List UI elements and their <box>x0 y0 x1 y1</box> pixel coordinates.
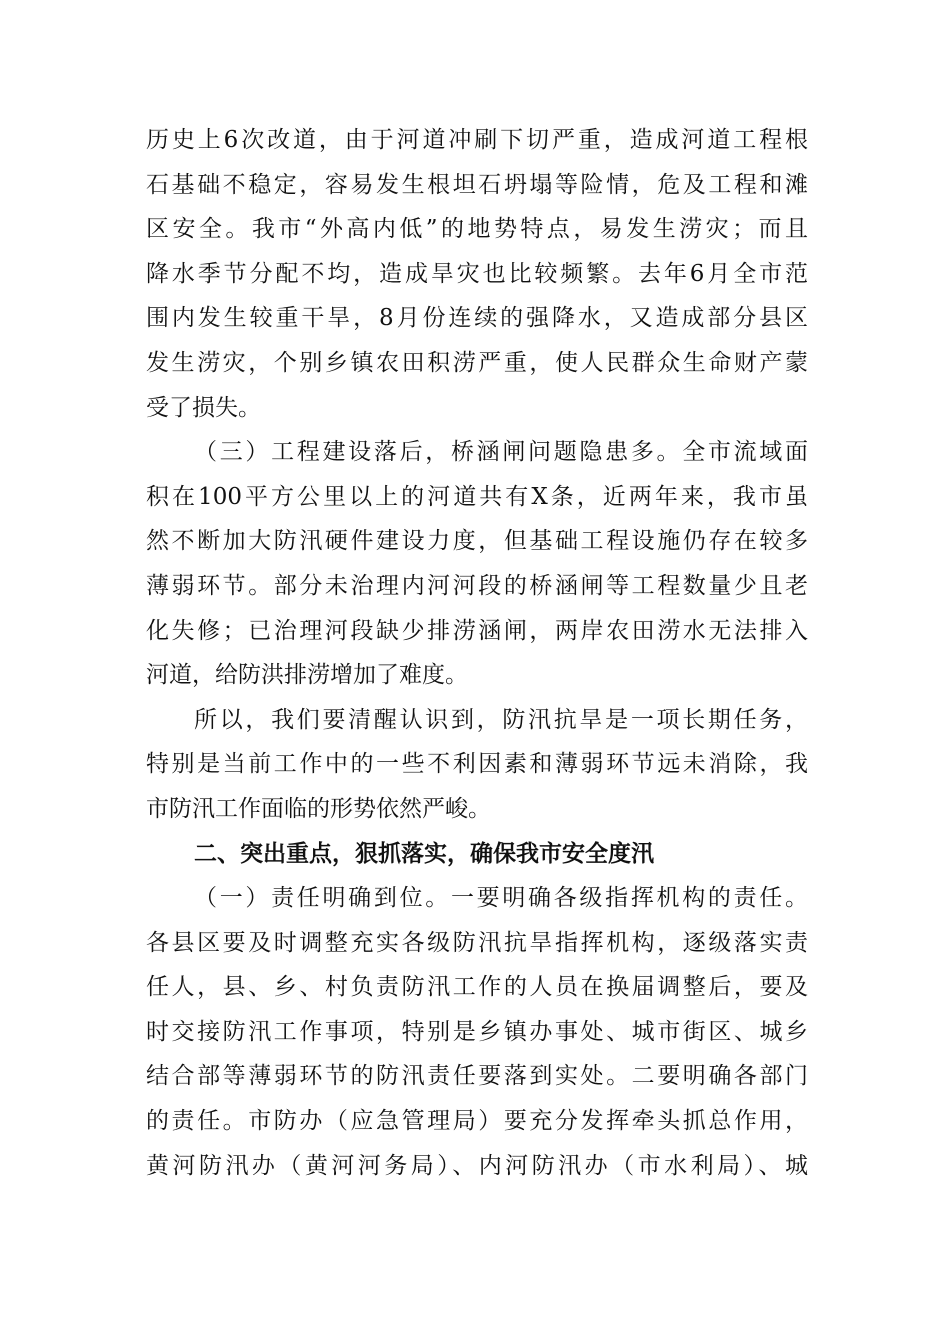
text-line: 所以，我们要清醒认识到，防汛抗旱是一项长期任务， <box>194 706 808 733</box>
text-line: 市防汛工作面临的形势依然严峻。 <box>146 795 491 822</box>
text-line: 各县区要及时调整充实各级防汛抗旱指挥机构，逐级落实责 <box>146 929 808 956</box>
text-line: （三）工程建设落后，桥涵闸问题隐患多。全市流域面 <box>194 439 808 466</box>
text-line: 河道，给防洪排涝增加了难度。 <box>146 662 468 689</box>
text-line: 的责任。市防办（应急管理局）要充分发挥牵头抓总作用， <box>146 1108 808 1135</box>
text-line: 结合部等薄弱环节的防汛责任要落到实处。二要明确各部门 <box>146 1063 808 1090</box>
text-line: 石基础不稳定，容易发生根坦石坍塌等险情，危及工程和滩 <box>146 171 808 198</box>
text-line: 积在100平方公里以上的河道共有X条，近两年来，我市虽 <box>146 483 808 510</box>
heading-text: 二、突出重点，狠抓落实，确保我市安全度汛 <box>194 840 654 867</box>
section-heading <box>146 832 808 877</box>
text-line: 时交接防汛工作事项，特别是乡镇办事处、城市街区、城乡 <box>146 1018 808 1045</box>
text-line: 受了损失。 <box>146 394 261 421</box>
text-line: 特别是当前工作中的一些不利因素和薄弱环节远未消除，我 <box>146 751 808 778</box>
document-body <box>146 118 808 1188</box>
text-line: 区安全。我市“外高内低”的地势特点，易发生涝灾；而且 <box>146 216 808 243</box>
text-line: 然不断加大防汛硬件建设力度，但基础工程设施仍存在较多 <box>146 528 808 555</box>
text-line: 化失修；已治理河段缺少排涝涵闸，两岸农田涝水无法排入 <box>146 617 808 644</box>
text-line: 围内发生较重干旱，8月份连续的强降水，又造成部分县区 <box>146 305 808 332</box>
paragraph-engineering-backlog <box>146 430 808 698</box>
text-line: （一）责任明确到位。一要明确各级指挥机构的责任。 <box>194 885 808 912</box>
text-line: 任人，县、乡、村负责防汛工作的人员在换届调整后，要及 <box>146 974 808 1001</box>
text-line: 薄弱环节。部分未治理内河河段的桥涵闸等工程数量少且老 <box>146 572 808 599</box>
text-line: 历史上6次改道，由于河道冲刷下切严重，造成河道工程根 <box>146 127 808 153</box>
paragraph-responsibility <box>146 876 808 1188</box>
text-line: 降水季节分配不均，造成旱灾也比较频繁。去年6月全市范 <box>146 260 808 287</box>
text-line: 黄河防汛办（黄河河务局）、内河防汛办（市水利局）、城 <box>146 1152 808 1179</box>
paragraph-river-history <box>146 118 808 430</box>
text-line: 发生涝灾，个别乡镇农田积涝严重，使人民群众生命财产蒙 <box>146 349 808 376</box>
paragraph-conclusion <box>146 698 808 832</box>
